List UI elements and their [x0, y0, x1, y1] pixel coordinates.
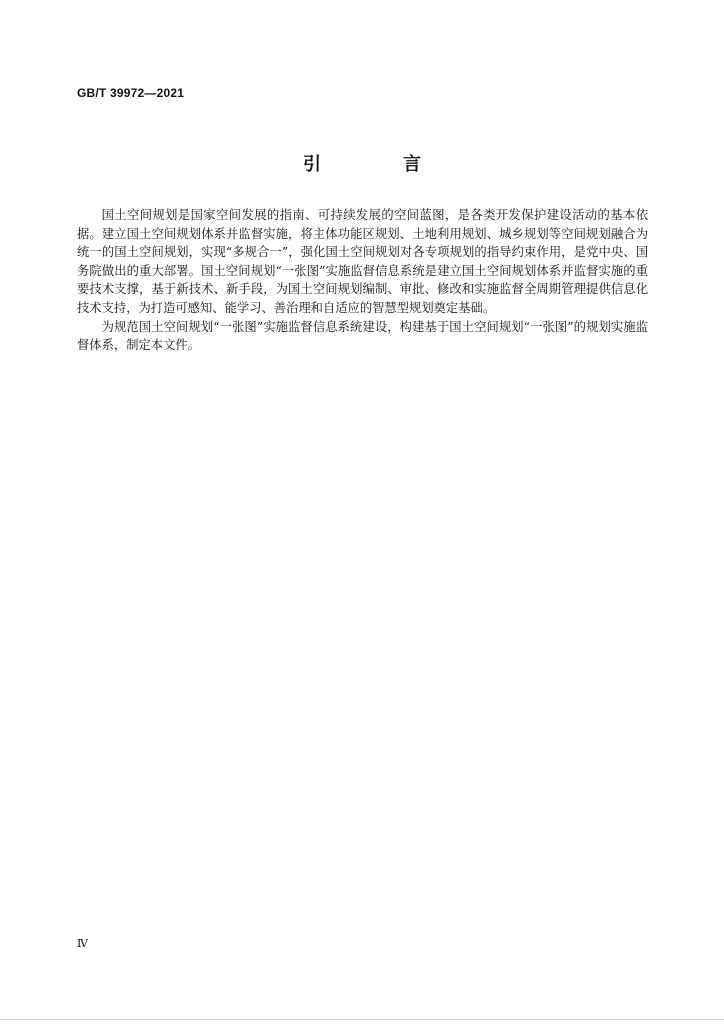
- page-number: Ⅳ: [77, 937, 88, 950]
- section-title: 引 言: [303, 154, 453, 175]
- standard-code: GB/T 39972—2021: [77, 86, 185, 100]
- page-bottom-divider: [0, 1019, 724, 1020]
- paragraph: 为规范国土空间规划“一张图”实施监督信息系统建设，构建基于国土空间规划“一张图”的规划实施监督体系，制定本文件。: [77, 319, 648, 353]
- paragraph: 国土空间规划是国家空间发展的指南、可持续发展的空间蓝图，是各类开发保护建设活动的基本依据。建立国土空间规划体系并监督实施，将主体功能区规划、土地利用规划、城乡规划等空间规划融合为统一的国土空间规划，实现“多规合一”，强化国土空间规划对各专项规划的指导约束作用，是党中央、国务院做出的重大部署。国土空间规划“一张图”实施监督信息系统是建立国土空间规划体系并监督实施的重要技术支撑，基于新技术、新手段，为国土空间规划编制、审批、修改和实施监督全周期管理提供信息化技术支持，为打造可感知、能学习、善治理和自适应的智慧型规划奠定基础。: [77, 208, 648, 315]
- section-body: [77, 206, 648, 355]
